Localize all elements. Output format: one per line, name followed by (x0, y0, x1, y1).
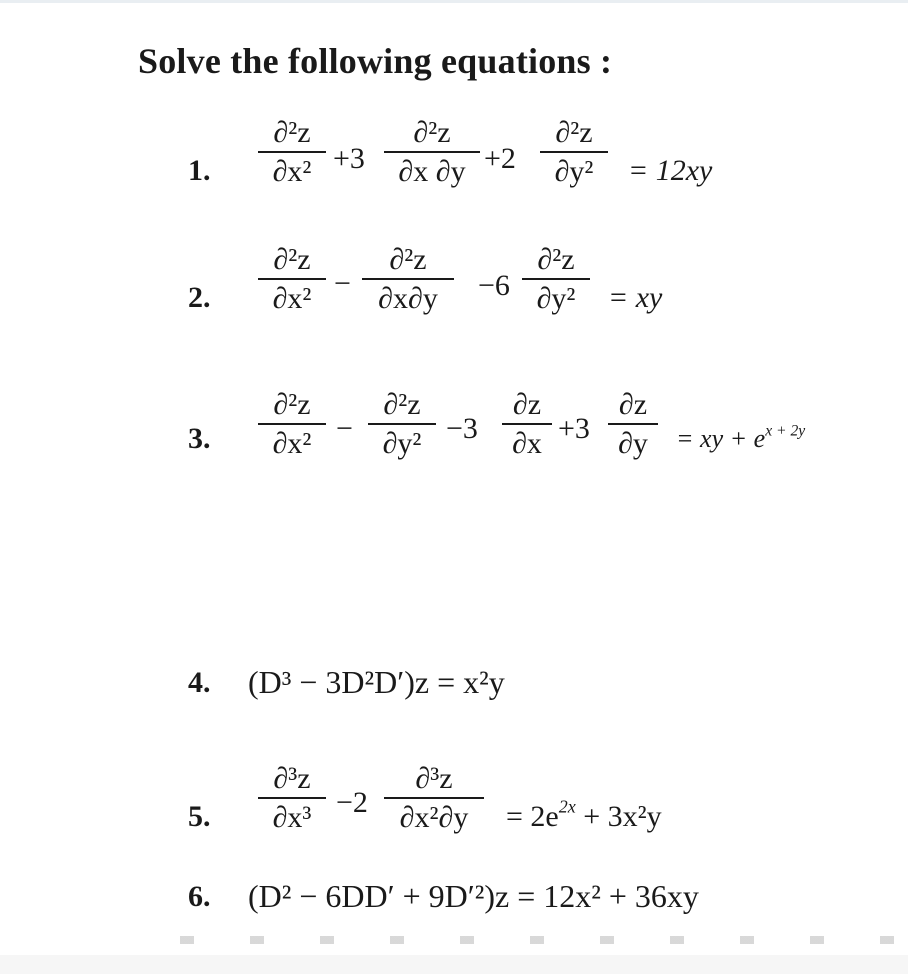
operator-equation: (D³ − 3D²D′)z = x²y (248, 664, 505, 700)
numerator: ∂²z (273, 388, 311, 421)
numerator: ∂²z (273, 243, 311, 276)
fraction (258, 764, 326, 833)
numerator: ∂²z (383, 388, 421, 421)
rhs-base: = 2e (506, 800, 559, 833)
denominator: ∂x³ (272, 801, 312, 834)
numerator: ∂³z (273, 762, 311, 795)
operator-equation: (D² − 6DD′ + 9D′²)z = 12x² + 36xy (248, 878, 699, 914)
top-divider (0, 0, 908, 3)
rhs-tail: + 3x²y (575, 800, 662, 833)
fraction (522, 245, 590, 314)
page-bottom-strip (0, 955, 908, 974)
numerator: ∂²z (555, 116, 593, 149)
rhs-exponent: 2x (558, 796, 576, 817)
operator: − (334, 267, 351, 300)
operator: −6 (478, 269, 510, 302)
equation-rhs (506, 796, 662, 834)
operator: +2 (484, 142, 516, 175)
problem-number: 3. (188, 422, 211, 455)
denominator: ∂x² (272, 427, 312, 460)
fraction (608, 390, 658, 459)
denominator: ∂x²∂y (399, 801, 469, 834)
rhs-exponent: x + 2y (765, 422, 806, 440)
operator: +3 (558, 412, 590, 445)
page-title: Solve the following equations : (138, 41, 613, 81)
operator: − (336, 412, 353, 445)
denominator: ∂y² (554, 155, 594, 188)
denominator: ∂y² (382, 427, 422, 460)
rhs-base: = xy + e (676, 424, 766, 453)
denominator: ∂x (512, 427, 542, 460)
fraction (362, 245, 454, 314)
operator: −2 (336, 786, 368, 819)
numerator: ∂z (512, 388, 542, 421)
equation-rhs: = 12xy (628, 154, 713, 187)
denominator: ∂x² (272, 282, 312, 315)
operator: −3 (446, 412, 478, 445)
numerator: ∂²z (413, 116, 451, 149)
denominator: ∂y² (536, 282, 576, 315)
problem-number: 1. (188, 154, 211, 187)
problem-number: 4. (188, 666, 211, 699)
numerator: ∂²z (273, 116, 311, 149)
fraction (258, 390, 326, 459)
numerator: ∂²z (537, 243, 575, 276)
fraction (540, 118, 608, 187)
equation-rhs: = xy (608, 281, 663, 314)
cropped-next-line (180, 936, 900, 944)
fraction (258, 245, 326, 314)
fraction (258, 118, 326, 187)
numerator: ∂²z (389, 243, 427, 276)
denominator: ∂x ∂y (398, 155, 466, 188)
numerator: ∂z (618, 388, 648, 421)
numerator: ∂³z (415, 762, 453, 795)
equation-rhs (676, 424, 805, 454)
denominator: ∂x² (272, 155, 312, 188)
problem-number: 2. (188, 281, 211, 314)
operator: +3 (333, 142, 365, 175)
problem-number: 5. (188, 800, 211, 833)
denominator: ∂y (618, 427, 648, 460)
fraction (368, 390, 436, 459)
fraction (384, 118, 480, 187)
denominator: ∂x∂y (378, 282, 438, 315)
fraction (502, 390, 552, 459)
fraction (384, 764, 484, 833)
problem-number: 6. (188, 880, 211, 913)
